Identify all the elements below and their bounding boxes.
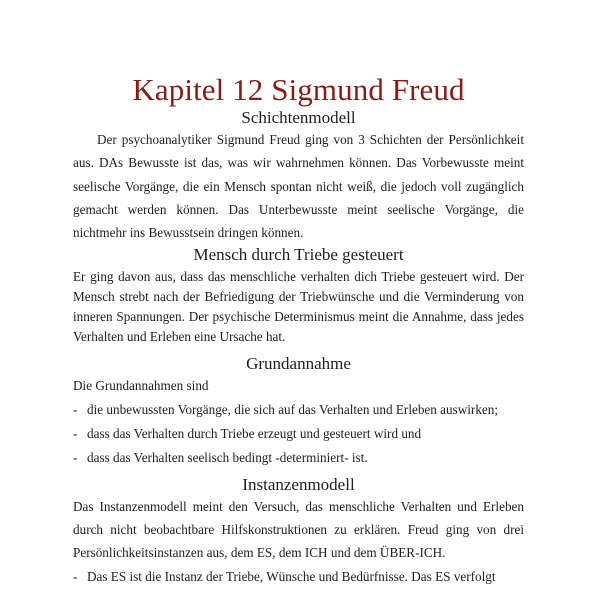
heading-grundannahme: Grundannahme xyxy=(246,354,351,374)
paragraph-schichtenmodell: Der psychoanalytiker Sigmund Freud ging von 3 Schichten der Persönlichkeit aus. DAs Bewusste ist das, was wir wahrnehmen können. Das Vorbewusste meint seelische Vorgänge, die ein Mensch spontan nicht weiß, die jedoch voll zugänglich gemacht werden können. Das Unterbewusste meint seelische Vorgänge, die nichtmehr ins Bewusstsein dringen können. xyxy=(73,132,524,241)
list-item-text: Das ES ist die Instanz der Triebe, Wünsche und Bedürfnisse. Das ES verfolgt xyxy=(87,568,496,584)
dash-bullet: - xyxy=(73,425,78,441)
grundannahme-intro: Die Grundannahmen sind xyxy=(73,378,209,394)
list-item xyxy=(73,565,524,589)
heading-schichtenmodell: Schichtenmodell xyxy=(241,108,356,127)
list-item-text: dass das Verhalten durch Triebe erzeugt und gesteuert wird und xyxy=(87,425,422,441)
instanzen-list xyxy=(73,565,524,589)
dash-bullet: - xyxy=(73,449,78,465)
dash-bullet: - xyxy=(73,401,78,417)
list-item-text: dass das Verhalten seelisch bedingt -determiniert- ist. xyxy=(87,449,368,465)
list-item-text: die unbewussten Vorgänge, die sich auf das Verhalten und Erleben auswirken; xyxy=(87,401,499,417)
paragraph-triebe: Er ging davon aus, dass das menschliche verhalten dich Triebe gesteuert wird. Der Mensch strebt nach der Befriedigung der Triebwünsche und die Verminderung von inneren Spannungen. Der psychische Determinismus meint die Annahme, dass jedes Verhalten und Erleben eine Ursache hat. xyxy=(73,269,524,345)
heading-mensch-durch-triebe: Mensch durch Triebe gesteuert xyxy=(193,245,404,265)
heading-instanzenmodell: Instanzenmodell xyxy=(242,474,355,494)
grundannahme-list xyxy=(73,398,524,470)
paragraph-instanzenmodell: Das Instanzenmodell meint den Versuch, das menschliche Verhalten und Erleben durch nicht beobachtbare Hilfskonstruktionen zu erklären. Freud ging von drei Persönlichkeitsinstanzen aus, dem ES, dem ICH und dem ÜBER-ICH. xyxy=(73,498,524,561)
document-page xyxy=(73,72,524,589)
list-item xyxy=(73,398,524,422)
dash-bullet: - xyxy=(73,568,78,584)
list-item xyxy=(73,446,524,470)
list-item xyxy=(73,422,524,446)
chapter-title: Kapitel 12 Sigmund Freud xyxy=(132,72,465,107)
